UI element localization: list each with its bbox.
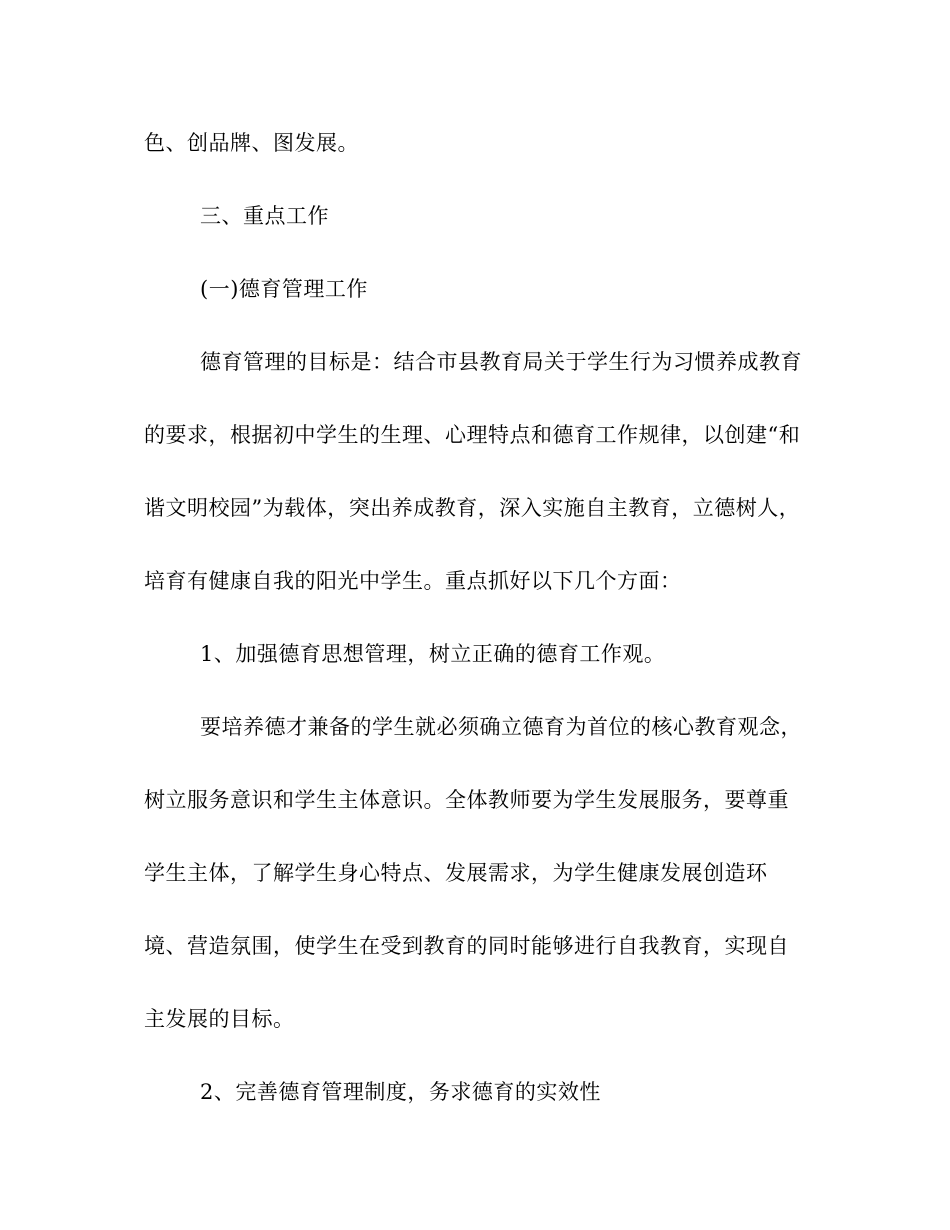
- paragraph-line: 培育有健康自我的阳光中学生。重点抓好以下几个方面：: [144, 569, 682, 593]
- section-heading: 三、重点工作: [200, 204, 329, 228]
- paragraph-line: 的要求，根据初中学生的生理、心理特点和德育工作规律，以创建“和: [144, 423, 801, 447]
- paragraph-continuation-line: 色、创品牌、图发展。: [144, 131, 359, 155]
- paragraph-line: 要培养德才兼备的学生就必须确立德育为首位的核心教育观念，: [200, 715, 802, 739]
- numbered-item-heading: 1、加强德育思想管理，树立正确的德育工作观。: [200, 642, 666, 666]
- subsection-heading: (一)德育管理工作: [200, 277, 368, 301]
- paragraph-line: 主发展的目标。: [144, 1007, 295, 1031]
- paragraph-line: 树立服务意识和学生主体意识。全体教师要为学生发展服务，要尊重: [144, 788, 789, 812]
- paragraph-line: 境、营造氛围，使学生在受到教育的同时能够进行自我教育，实现自: [144, 934, 789, 958]
- paragraph-line: 谐文明校园”为载体，突出养成教育，深入实施自主教育，立德树人，: [144, 496, 801, 520]
- numbered-item-heading: 2、完善德育管理制度，务求德育的实效性: [200, 1080, 601, 1104]
- paragraph-line: 学生主体，了解学生身心特点、发展需求，为学生健康发展创造环: [144, 861, 768, 885]
- paragraph-line: 德育管理的目标是：结合市县教育局关于学生行为习惯养成教育: [200, 350, 802, 374]
